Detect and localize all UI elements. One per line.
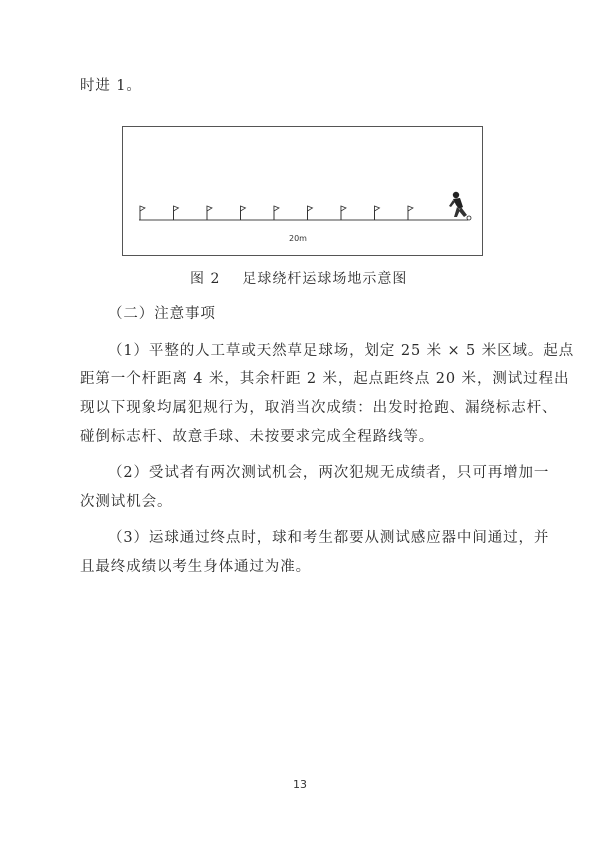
marker-flag-icon <box>241 206 246 220</box>
item1-line1: （1）平整的人工草或天然草足球场，划定 25 米 × 5 米区域。起点 <box>108 343 575 359</box>
field-diagram-svg <box>123 127 484 257</box>
paragraph-continuation: 时进 1。 <box>80 78 142 94</box>
item3-line2: 且最终成绩以考生身体通过为准。 <box>80 559 311 575</box>
item1-line2: 距第一个杆距离 4 米，其余杆距 2 米，起点距终点 20 米，测试过程出 <box>80 371 570 387</box>
page-number: 13 <box>293 778 307 791</box>
figure-caption <box>190 268 407 288</box>
marker-flag-icon <box>274 206 279 220</box>
player-icon <box>449 192 471 220</box>
item1-line3: 现以下现象均属犯规行为，取消当次成绩：出发时抢跑、漏绕标志杆、 <box>80 400 558 416</box>
caption-text: 足球绕杆运球场地示意图 <box>242 271 408 287</box>
section-heading: （二）注意事项 <box>108 306 216 322</box>
item3-line1: （3）运球通过终点时，球和考生都要从测试感应器中间通过，并 <box>108 530 550 546</box>
item2-line2: 次测试机会。 <box>80 494 173 510</box>
marker-flag-icon <box>341 206 346 220</box>
distance-label: 20m <box>289 234 307 243</box>
marker-flag-icon <box>308 206 313 220</box>
marker-flag-icon <box>375 206 380 220</box>
item2-line1: （2）受试者有两次测试机会，两次犯规无成绩者，只可再增加一 <box>108 465 550 481</box>
caption-number: 图 2 <box>190 271 221 287</box>
marker-flag-icon <box>174 206 179 220</box>
item1-line4: 碰倒标志杆、故意手球、未按要求完成全程路线等。 <box>80 429 435 445</box>
marker-flag-icon <box>408 206 413 220</box>
field-diagram <box>122 126 483 256</box>
marker-flag-icon <box>140 206 145 220</box>
marker-flag-icon <box>207 206 212 220</box>
